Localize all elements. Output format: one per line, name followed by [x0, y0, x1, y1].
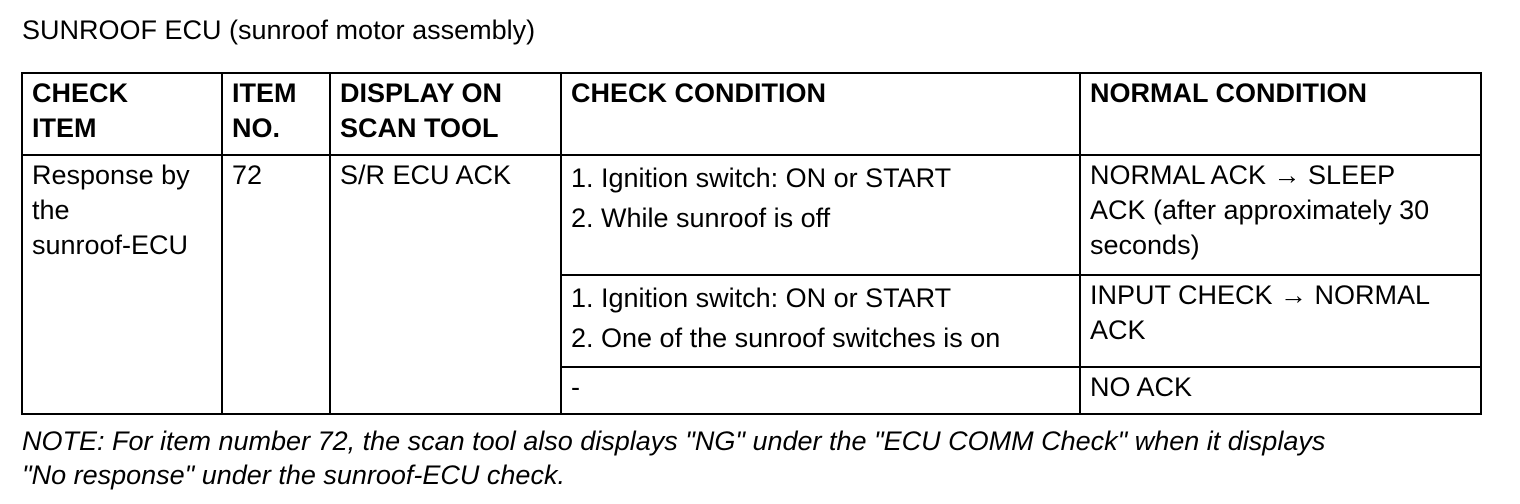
header-item-no: [222, 73, 330, 155]
normal-condition-cell: [1080, 155, 1481, 275]
header-check-item: [22, 73, 222, 155]
check-item-line: the: [32, 195, 70, 225]
footnote-line: NOTE: For item number 72, the scan tool also displays "NG" under the "ECU COMM Check" when it displays: [22, 426, 1326, 456]
header-line: CHECK: [32, 78, 129, 108]
condition-line: 2. While sunroof is off: [571, 203, 831, 233]
normal-line: seconds): [1090, 230, 1200, 260]
check-item-line: sunroof-ECU: [32, 230, 189, 260]
header-check-condition: [561, 73, 1080, 155]
condition-line: 2. One of the sunroof switches is on: [571, 323, 1001, 353]
header-line: DISPLAY ON: [340, 78, 503, 108]
normal-line: ACK: [1090, 315, 1146, 345]
check-item-line: Response by: [32, 160, 190, 190]
header-display-on-scan-tool: [330, 73, 561, 155]
header-line: SCAN TOOL: [340, 113, 499, 143]
check-condition-cell: [561, 155, 1080, 275]
normal-line: NORMAL ACK → SLEEP: [1090, 160, 1396, 190]
normal-condition-cell: NO ACK: [1080, 367, 1481, 414]
table-row: [22, 155, 1481, 275]
item-no-cell: 72: [222, 155, 330, 414]
header-line: ITEM: [232, 78, 297, 108]
page-title: SUNROOF ECU (sunroof motor assembly): [22, 15, 536, 45]
footnote: [22, 424, 1502, 492]
check-item-cell: [22, 155, 222, 414]
header-line: ITEM: [32, 113, 97, 143]
condition-line: 1. Ignition switch: ON or START: [571, 163, 952, 193]
normal-line: INPUT CHECK → NORMAL: [1090, 280, 1431, 310]
header-line: CHECK CONDITION: [571, 78, 826, 108]
normal-condition-cell: [1080, 275, 1481, 367]
footnote-line: "No response" under the sunroof-ECU check.: [22, 460, 565, 490]
check-condition-cell: [561, 275, 1080, 367]
check-condition-cell: -: [561, 367, 1080, 414]
header-line: NO.: [232, 113, 281, 143]
display-cell: S/R ECU ACK: [330, 155, 561, 414]
condition-line: 1. Ignition switch: ON or START: [571, 283, 952, 313]
header-normal-condition: [1080, 73, 1481, 155]
normal-line: ACK (after approximately 30: [1090, 195, 1430, 225]
header-row: [22, 73, 1481, 155]
header-line: NORMAL CONDITION: [1090, 78, 1367, 108]
ecu-check-table: [21, 72, 1482, 415]
